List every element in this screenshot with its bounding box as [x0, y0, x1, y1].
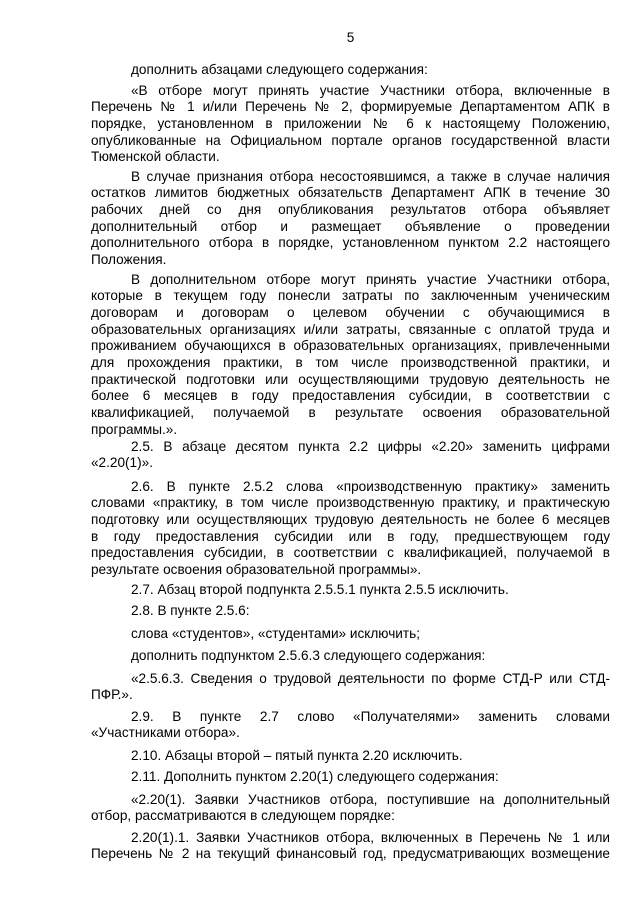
text-line: Положения.: [91, 252, 167, 268]
text-line: остатков лимитов бюджетных обязательств Департамент АПК в течение 30: [91, 185, 610, 201]
text-line: более 6 месяцев в году предоставления субсидии, в соответствии с: [91, 388, 610, 404]
page-number: 5: [346, 29, 355, 45]
text-line: подготовку или осуществляющих трудовую деятельность не более 6 месяцев: [91, 511, 610, 527]
text-line: программы.».: [91, 421, 178, 437]
text-line: порядке, установленном в приложении № 6 к настоящему Положению,: [91, 115, 610, 131]
text-line: «2.20(1)».: [91, 455, 153, 471]
text-line: В случае признания отбора несостоявшимся, а также в случае наличия: [131, 168, 610, 184]
text-line: словами «практику, в том числе производственную практику, и практическую: [91, 495, 610, 511]
text-line: отбор, рассматриваются в следующем порядке:: [91, 808, 395, 824]
text-line: 2.5. В абзаце десятом пункта 2.2 цифры «2.20» заменить цифрами: [131, 438, 610, 454]
clause-2-5: [91, 439, 610, 472]
text-line: дополнительный отбор и размещает объявление о проведении: [91, 218, 610, 234]
quoted-paragraph-failed-selection: [91, 169, 610, 269]
text-line: ПФР.».: [91, 687, 133, 703]
text-line: 2.10. Абзацы второй – пятый пункта 2.20 исключить.: [131, 747, 463, 763]
text-line: «В отборе могут принять участие Участники отбора, включенные в: [131, 82, 610, 98]
text-line: 2.20(1).1. Заявки Участников отбора, включенных в Перечень № 1 или: [131, 829, 610, 845]
text-line: 2.8. В пункте 2.5.6:: [131, 602, 250, 618]
quoted-paragraph-participants: [91, 83, 610, 166]
text-line: практической подготовки или осуществляющими трудовую деятельность не: [91, 371, 610, 387]
text-line: проживанием обучающихся в образовательных организациях, привлеченными: [91, 338, 610, 354]
clause-2-7: [91, 582, 610, 599]
text-line: Тюменской области.: [91, 149, 220, 165]
text-line: 2.9. В пункте 2.7 слово «Получателями» заменить словами: [131, 708, 610, 724]
clause-2-20-1-1: [91, 830, 610, 863]
text-line: в году предоставления субсидии или в году, предшествующем году: [91, 528, 610, 544]
text-line: дополнительного отбора в порядке, установленном пунктом 2.2 настоящего: [91, 235, 610, 251]
clause-2-9: [91, 709, 610, 742]
clause-2-8-add-subclause: [91, 648, 610, 665]
clause-2-6: [91, 479, 610, 579]
text-line: «Участниками отбора».: [91, 725, 240, 741]
quoted-paragraph-additional-selection: [91, 272, 610, 439]
text-line: дополнить абзацами следующего содержания:: [131, 61, 428, 77]
text-line: дополнить подпунктом 2.5.6.3 следующего содержания:: [131, 647, 486, 663]
text-line: предоставления субсидии, в соответствии с квалификацией, получаемой в: [91, 545, 610, 561]
text-line: договорам и договорам о целевом обучении с обучающимися в: [91, 304, 610, 320]
clause-2-20-1: [91, 792, 610, 825]
text-line: В дополнительном отборе могут принять участие Участники отбора,: [131, 271, 610, 287]
text-line: Перечень № 2 на текущий финансовый год, предусматривающих возмещение: [91, 846, 610, 862]
clause-2-10: [91, 748, 610, 765]
text-line: рабочих дней со дня опубликования результатов отбора объявляет: [91, 201, 610, 217]
clause-2-8-words: [91, 626, 610, 643]
clause-2-8: [91, 603, 610, 620]
text-line: 2.11. Дополнить пунктом 2.20(1) следующего содержания:: [131, 768, 499, 784]
text-line: слова «студентов», «студентами» исключить;: [131, 625, 420, 641]
text-line: опубликованные на Официальном портале органов государственной власти: [91, 132, 610, 148]
text-line: результате освоения образовательной программы».: [91, 562, 422, 578]
text-line: для прохождения практики, в том числе производственной практики, и: [91, 355, 610, 371]
text-line: которые в текущем году понесли затраты по заключенным ученическим: [91, 288, 610, 304]
text-line: 2.7. Абзац второй подпункта 2.5.5.1 пункта 2.5.5 исключить.: [131, 581, 509, 597]
text-line: образовательных организациях и/или затраты, связанные с оплатой труда и: [91, 321, 610, 337]
text-line: квалификацией, получаемой в результате освоения образовательной: [91, 405, 610, 421]
amendment-intro: [91, 62, 610, 79]
text-line: «2.20(1). Заявки Участников отбора, поступившие на дополнительный: [131, 791, 610, 807]
subclause-2-5-6-3: [91, 671, 610, 704]
text-line: Перечень № 1 и/или Перечень № 2, формируемые Департаментом АПК в: [91, 99, 610, 115]
clause-2-11: [91, 769, 610, 786]
text-line: 2.6. В пункте 2.5.2 слова «производственную практику» заменить: [131, 478, 610, 494]
text-line: «2.5.6.3. Сведения о трудовой деятельности по форме СТД-Р или СТД-: [131, 670, 610, 686]
